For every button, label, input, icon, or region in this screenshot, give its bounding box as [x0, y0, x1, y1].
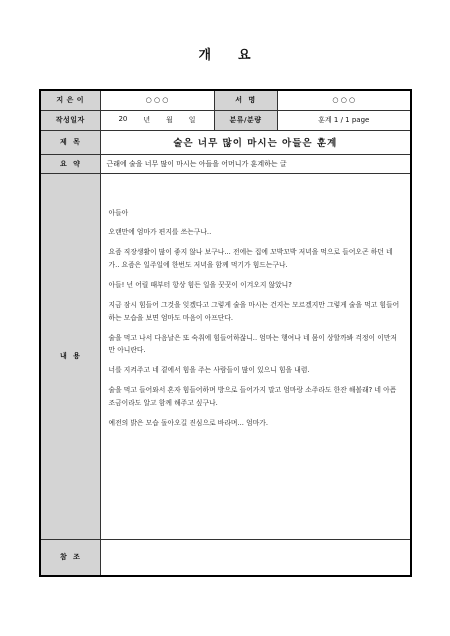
content-paragraph: 요즘 직장생활이 많이 좋지 않나 보구나... 전에는 집에 꼬박꼬박 저녁을 먹으로 들어오곤 하던 네가.. 요즘은 일주일에 한번도 저녁을 함께 먹기가 힘드는구나.	[108, 248, 393, 270]
subject-value: 술은 너무 많이 마시는 아들은 훈계	[100, 130, 411, 154]
content-paragraph: 지금 잠시 힘들어 그것을 잊겠다고 그렇게 술을 마시는 건지는 모르겠지만 그렇게 술을 먹고 힘들어하는 모습을 보면 엄마도 마음이 아프단다.	[108, 301, 400, 322]
row-subject	[40, 130, 411, 154]
content-body	[100, 173, 411, 539]
category-value: 훈계 1 / 1 page	[277, 110, 411, 130]
date-year-unit: 년	[143, 116, 151, 124]
date-value	[100, 110, 214, 130]
page-title	[0, 44, 450, 63]
row-date	[40, 110, 411, 130]
summary-form-table	[39, 89, 412, 577]
date-year: 20	[118, 115, 128, 123]
summary-label: 요 약	[40, 154, 100, 173]
date-label: 작성일자	[40, 110, 100, 130]
date-day-unit: 일	[188, 116, 196, 124]
row-author	[40, 90, 411, 110]
content-paragraph: 술을 먹고 들어와서 혼자 힘들어하며 방으로 들어가지 말고 엄마랑 소주라도 한잔 해볼래? 네 아픔 조금이라도 알고 함께 해주고 싶구나.	[108, 386, 397, 407]
signature-value: ○ ○ ○	[277, 90, 411, 110]
summary-value: 근래에 술을 너무 많이 마시는 아들을 어머니가 훈계하는 글	[100, 154, 411, 173]
page-title-char-2: 요	[238, 48, 252, 63]
content-paragraph: 너를 지켜주고 네 곁에서 힘을 주는 사람들이 많이 있으니 힘을 내렴.	[108, 366, 310, 375]
content-paragraph: 아들! 넌 어릴 때부터 항상 힘든 일을 꿋꿋이 이겨오지 않았니?	[108, 281, 292, 290]
content-paragraph: 예전의 밝은 모습 돌아오길 진심으로 바라며... 엄마가.	[108, 418, 268, 427]
author-label: 지 은 이	[40, 90, 100, 110]
row-reference	[40, 539, 411, 576]
subject-label: 제 목	[40, 130, 100, 154]
content-paragraph: 아들아	[108, 208, 129, 217]
category-label: 분류/분량	[214, 110, 277, 130]
row-content	[40, 173, 411, 539]
content-label: 내 용	[40, 173, 100, 539]
author-value: ○ ○ ○	[100, 90, 214, 110]
content-paragraph: 오랜만에 엄마가 편지를 쓰는구나..	[108, 228, 212, 237]
reference-value	[100, 539, 411, 576]
date-month-unit: 월	[166, 116, 173, 124]
reference-label: 참 조	[40, 539, 100, 576]
page-title-char-1: 개	[198, 48, 212, 63]
row-summary	[40, 154, 411, 173]
content-paragraph: 술을 먹고 나서 다음날은 또 숙취에 힘들어하잖니.. 엄마는 행여나 네 몸이 상할까봐 걱정이 이만저만 아니란다.	[108, 333, 397, 355]
signature-label: 서 명	[214, 90, 277, 110]
